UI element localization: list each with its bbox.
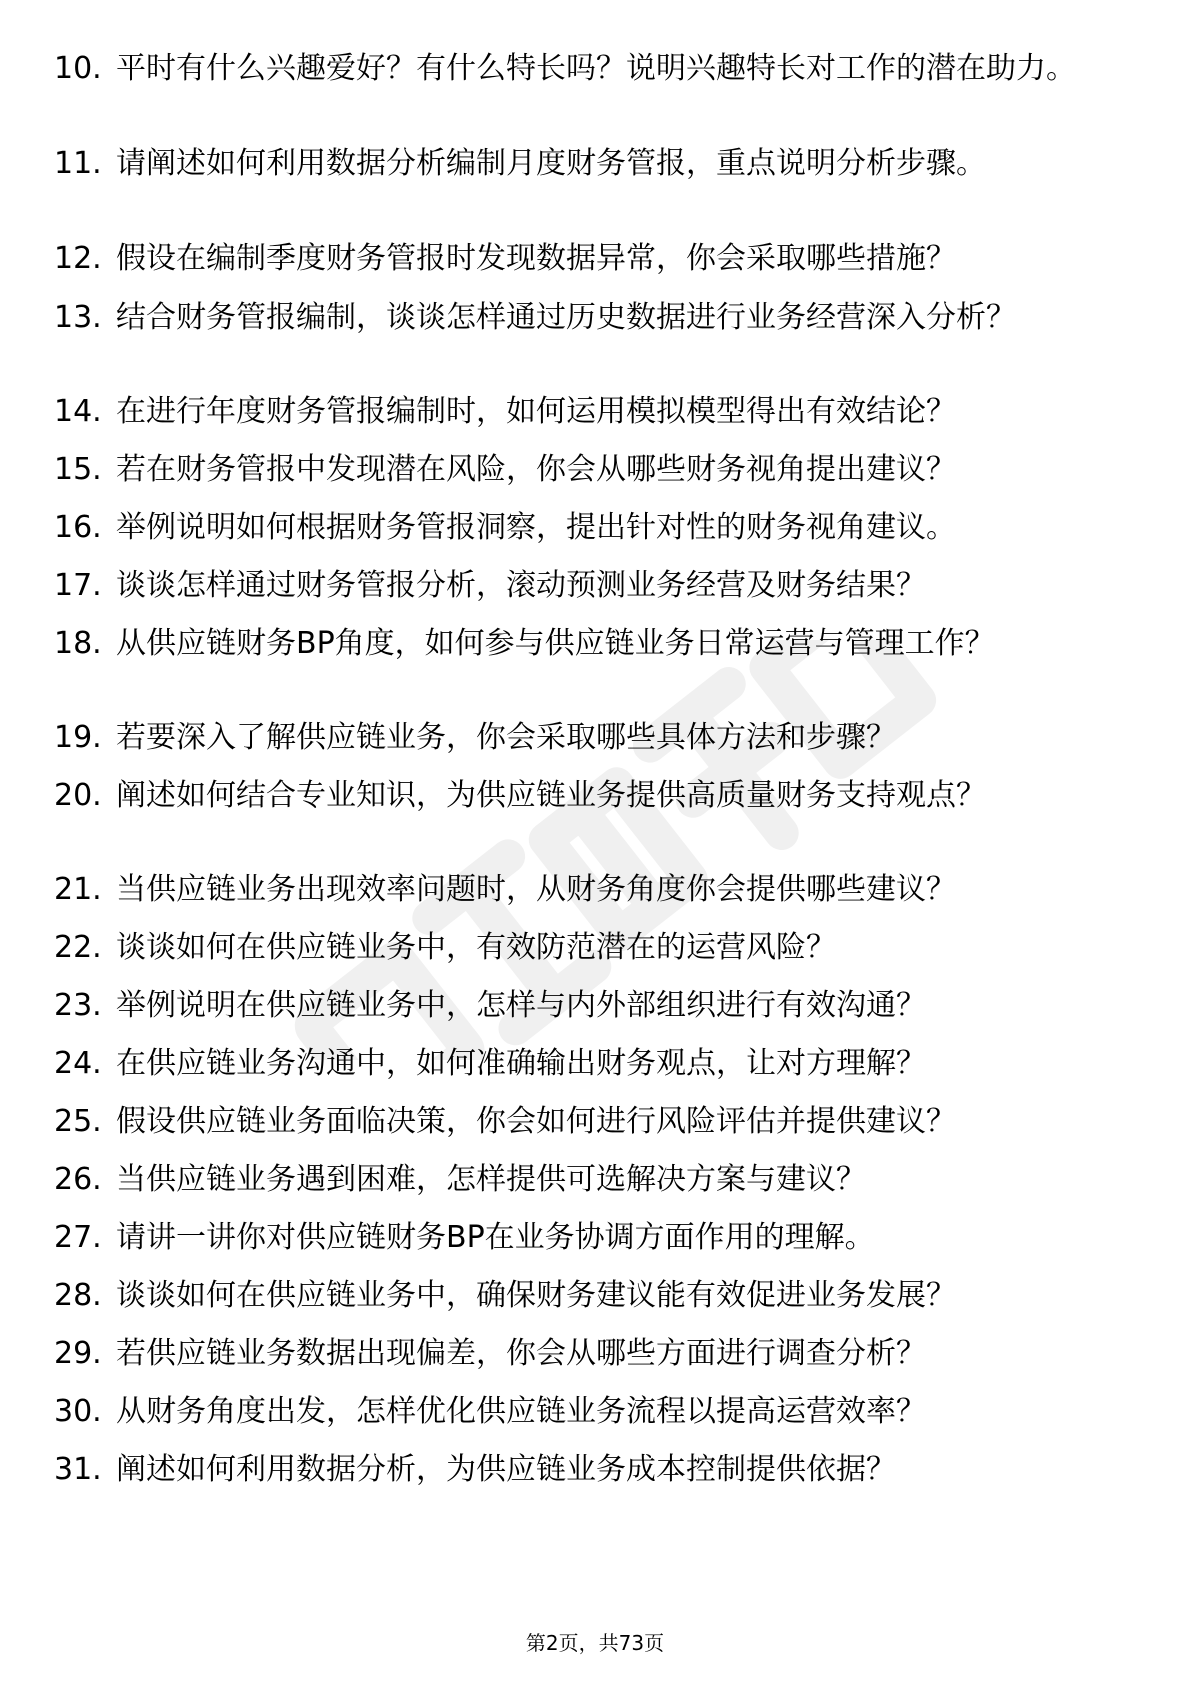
question-text: 假设在编制季度财务管报时发现数据异常，你会采取哪些措施？ <box>116 241 956 276</box>
question-number: 10. <box>54 51 102 86</box>
question-text: 阐述如何结合专业知识，为供应链业务提供高质量财务支持观点？ <box>116 778 986 813</box>
question-number: 16. <box>54 510 102 545</box>
question-number: 23. <box>54 988 102 1023</box>
question-number: 13. <box>54 300 102 335</box>
question-number: 17. <box>54 568 102 603</box>
question-text: 在进行年度财务管报编制时，如何运用模拟模型得出有效结论？ <box>116 394 956 429</box>
question-text: 谈谈如何在供应链业务中，有效防范潜在的运营风险？ <box>116 930 836 965</box>
question-number: 28. <box>54 1278 102 1313</box>
page-footer: 第2页，共73页 <box>525 1631 665 1655</box>
question-number: 20. <box>54 778 102 813</box>
question-number: 11. <box>54 146 102 181</box>
question-text: 从供应链财务BP角度，如何参与供应链业务日常运营与管理工作？ <box>116 626 995 661</box>
question-text: 请讲一讲你对供应链财务BP在业务协调方面作用的理解。 <box>116 1220 875 1255</box>
question-text: 阐述如何利用数据分析，为供应链业务成本控制提供依据？ <box>116 1452 896 1487</box>
question-number: 14. <box>54 394 102 429</box>
question-text: 请阐述如何利用数据分析编制月度财务管报，重点说明分析步骤。 <box>116 146 986 181</box>
question-number: 18. <box>54 626 102 661</box>
question-number: 27. <box>54 1220 102 1255</box>
question-number: 15. <box>54 452 102 487</box>
question-text: 举例说明如何根据财务管报洞察，提出针对性的财务视角建议。 <box>116 510 956 545</box>
question-number: 31. <box>54 1452 102 1487</box>
question-text: 当供应链业务遇到困难，怎样提供可选解决方案与建议？ <box>116 1162 866 1197</box>
question-text: 谈谈如何在供应链业务中，确保财务建议能有效促进业务发展？ <box>116 1278 956 1313</box>
question-text: 当供应链业务出现效率问题时，从财务角度你会提供哪些建议？ <box>116 872 956 907</box>
question-number: 25. <box>54 1104 102 1139</box>
question-number: 24. <box>54 1046 102 1081</box>
question-text: 谈谈怎样通过财务管报分析，滚动预测业务经营及财务结果？ <box>116 568 926 603</box>
question-number: 22. <box>54 930 102 965</box>
question-number: 12. <box>54 241 102 276</box>
question-number: 19. <box>54 720 102 755</box>
question-number: 29. <box>54 1336 102 1371</box>
question-text: 在供应链业务沟通中，如何准确输出财务观点，让对方理解？ <box>116 1046 926 1081</box>
question-text: 若要深入了解供应链业务，你会采取哪些具体方法和步骤？ <box>116 720 896 755</box>
question-text: 结合财务管报编制，谈谈怎样通过历史数据进行业务经营深入分析？ <box>116 300 1016 335</box>
question-text: 从财务角度出发，怎样优化供应链业务流程以提高运营效率？ <box>116 1394 926 1429</box>
question-number: 26. <box>54 1162 102 1197</box>
question-number: 21. <box>54 872 102 907</box>
question-text: 平时有什么兴趣爱好？有什么特长吗？说明兴趣特长对工作的潜在助力。 <box>116 51 1076 86</box>
question-text: 若在财务管报中发现潜在风险，你会从哪些财务视角提出建议？ <box>116 452 956 487</box>
question-text: 若供应链业务数据出现偏差，你会从哪些方面进行调查分析？ <box>116 1336 926 1371</box>
question-text: 举例说明在供应链业务中，怎样与内外部组织进行有效沟通？ <box>116 988 926 1023</box>
question-text: 假设供应链业务面临决策，你会如何进行风险评估并提供建议？ <box>116 1104 956 1139</box>
question-number: 30. <box>54 1394 102 1429</box>
